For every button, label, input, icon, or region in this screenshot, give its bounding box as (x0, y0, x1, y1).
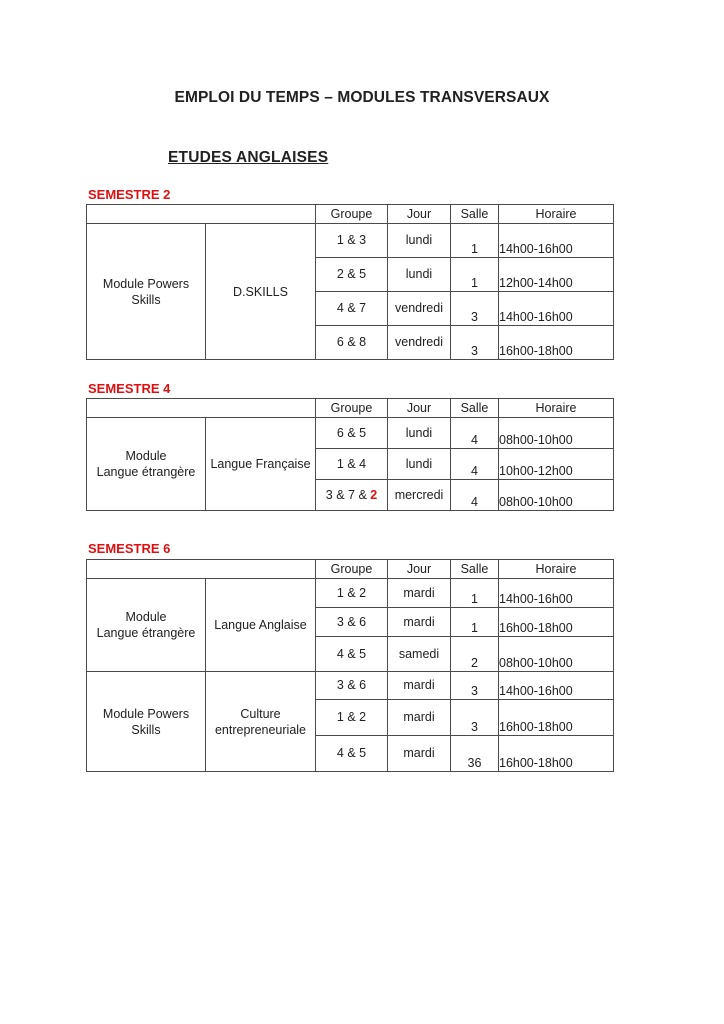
table-header-row (87, 560, 614, 579)
groupe-cell: 1 & 2 (316, 700, 388, 736)
horaire-cell: 14h00-16h00 (499, 672, 614, 700)
groupe-highlight-red: 2 (370, 487, 378, 502)
table-row (87, 418, 614, 449)
header-spacer (87, 399, 316, 418)
groupe-cell: 6 & 8 (316, 326, 388, 360)
jour-cell: lundi (388, 418, 451, 449)
salle-cell: 3 (451, 292, 499, 326)
horaire-cell: 08h00-10h00 (499, 637, 614, 672)
column-header-horaire: Horaire (499, 399, 614, 418)
horaire-cell: 14h00-16h00 (499, 292, 614, 326)
jour-cell: mardi (388, 608, 451, 637)
column-header-jour: Jour (388, 205, 451, 224)
jour-cell: mardi (388, 579, 451, 608)
horaire-cell: 10h00-12h00 (499, 449, 614, 480)
column-header-jour: Jour (388, 399, 451, 418)
timetable-semestre-2 (86, 204, 614, 360)
salle-cell: 3 (451, 700, 499, 736)
horaire-cell: 16h00-18h00 (499, 608, 614, 637)
groupe-cell: 4 & 7 (316, 292, 388, 326)
module-cell: Module Langue étrangère (87, 579, 206, 672)
jour-cell: mercredi (388, 480, 451, 511)
groupe-cell: 6 & 5 (316, 418, 388, 449)
horaire-cell: 12h00-14h00 (499, 258, 614, 292)
column-header-jour: Jour (388, 560, 451, 579)
column-header-salle: Salle (451, 399, 499, 418)
salle-cell: 36 (451, 736, 499, 772)
jour-cell: lundi (388, 258, 451, 292)
table-header-row (87, 399, 614, 418)
horaire-cell: 08h00-10h00 (499, 480, 614, 511)
groupe-cell: 2 & 5 (316, 258, 388, 292)
jour-cell: mardi (388, 736, 451, 772)
horaire-cell: 14h00-16h00 (499, 579, 614, 608)
jour-cell: vendredi (388, 292, 451, 326)
subject-cell: D.SKILLS (206, 224, 316, 360)
subject-cell: Langue Anglaise (206, 579, 316, 672)
column-header-horaire: Horaire (499, 205, 614, 224)
salle-cell: 1 (451, 258, 499, 292)
salle-cell: 4 (451, 418, 499, 449)
header-spacer (87, 205, 316, 224)
groupe-cell: 1 & 2 (316, 579, 388, 608)
column-header-groupe: Groupe (316, 560, 388, 579)
module-cell: Module Powers Skills (87, 672, 206, 772)
horaire-cell: 16h00-18h00 (499, 700, 614, 736)
table-header-row (87, 205, 614, 224)
groupe-text: 3 & 7 & (325, 487, 371, 502)
semester-4-label: SEMESTRE 4 (88, 381, 171, 396)
salle-cell: 1 (451, 224, 499, 258)
section-heading: ETUDES ANGLAISES (168, 149, 329, 166)
groupe-cell: 4 & 5 (316, 637, 388, 672)
groupe-cell: 1 & 3 (316, 224, 388, 258)
jour-cell: mardi (388, 700, 451, 736)
salle-cell: 4 (451, 449, 499, 480)
table-row (87, 579, 614, 608)
column-header-groupe: Groupe (316, 205, 388, 224)
groupe-cell: 3 & 6 (316, 672, 388, 700)
subject-cell: Langue Française (206, 418, 316, 511)
jour-cell: lundi (388, 449, 451, 480)
column-header-salle: Salle (451, 205, 499, 224)
timetable-semestre-6 (86, 559, 614, 772)
horaire-cell: 08h00-10h00 (499, 418, 614, 449)
horaire-cell: 16h00-18h00 (499, 326, 614, 360)
page-content (86, 148, 613, 772)
jour-cell: samedi (388, 637, 451, 672)
semester-6-label: SEMESTRE 6 (88, 541, 171, 556)
horaire-cell: 14h00-16h00 (499, 224, 614, 258)
subject-cell: Culture entrepreneuriale (206, 672, 316, 772)
salle-cell: 3 (451, 326, 499, 360)
salle-cell: 1 (451, 608, 499, 637)
salle-cell: 4 (451, 480, 499, 511)
column-header-horaire: Horaire (499, 560, 614, 579)
document-title: EMPLOI DU TEMPS – MODULES TRANSVERSAUX (174, 89, 550, 106)
table-row (87, 672, 614, 700)
horaire-cell: 16h00-18h00 (499, 736, 614, 772)
groupe-cell: 3 & 6 (316, 608, 388, 637)
jour-cell: vendredi (388, 326, 451, 360)
salle-cell: 3 (451, 672, 499, 700)
table-row (87, 224, 614, 258)
column-header-salle: Salle (451, 560, 499, 579)
jour-cell: lundi (388, 224, 451, 258)
module-cell: Module Langue étrangère (87, 418, 206, 511)
jour-cell: mardi (388, 672, 451, 700)
timetable-semestre-4 (86, 398, 614, 511)
groupe-cell: 4 & 5 (316, 736, 388, 772)
groupe-cell (316, 480, 388, 511)
groupe-cell: 1 & 4 (316, 449, 388, 480)
salle-cell: 1 (451, 579, 499, 608)
salle-cell: 2 (451, 637, 499, 672)
module-cell: Module Powers Skills (87, 224, 206, 360)
header-spacer (87, 560, 316, 579)
semester-2-label: SEMESTRE 2 (88, 187, 171, 202)
column-header-groupe: Groupe (316, 399, 388, 418)
